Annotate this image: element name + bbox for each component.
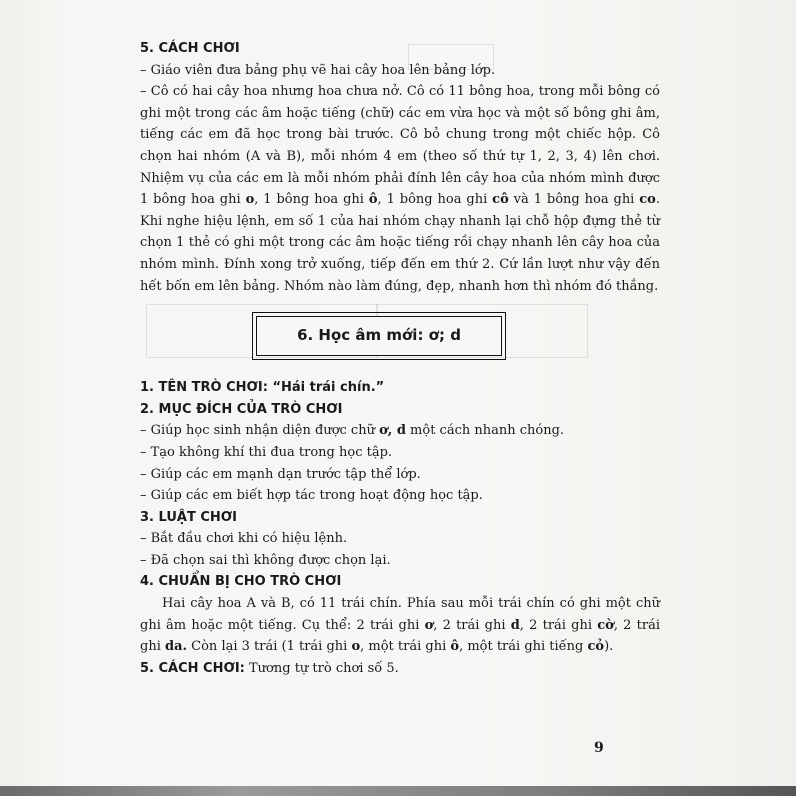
- how-to-play: 5. CÁCH CHƠI: Tương tự trò chơi số 5.: [140, 660, 399, 676]
- list-item: – Giúp các em biết hợp tác trong hoạt động học tập.: [140, 488, 483, 504]
- paragraph: – Cô có hai cây hoa nhưng hoa chưa nở. Cô có 11 bông hoa, trong mỗi bông có ghi một trong các âm hoặc tiếng (chữ) các em vừa học và một số bông ghi âm, tiếng các em đã học trong bài trước. Cô bỏ chung trong một chiếc hộp. Cô chọn hai nhóm (A và B), mỗi nhóm 4 em (theo số thứ tự 1, 2, 3, 4) lên chơi. Nhiệm vụ của các em là mỗi nhóm phải đính lên cây hoa của nhóm mình được 1 bông hoa ghi o, 1 bông hoa ghi ô, 1 bông hoa ghi cô và 1 bông hoa ghi co. Khi nghe hiệu lệnh, em số 1 của hai nhóm chạy nhanh lại chỗ hộp đựng thẻ từ chọn 1 thẻ có ghi một trong các âm hoặc tiếng rồi chạy nhanh lên cây hoa của nhóm mình. Đính xong trở xuống, tiếp đến em thứ 2. Cứ lần lượt như vậy đến hết bốn em lên bảng. Nhóm nào làm đúng, đẹp, nhanh hơn thì nhóm đó thắng.: [140, 84, 660, 294]
- list-item: – Giúp học sinh nhận diện được chữ ơ, d một cách nhanh chóng.: [140, 423, 565, 439]
- list-item: – Bắt đầu chơi khi có hiệu lệnh.: [140, 531, 348, 547]
- section-heading: 5. CÁCH CHƠI: [140, 41, 240, 56]
- page-content: [140, 38, 660, 679]
- scan-edge: [0, 786, 796, 796]
- lesson-title-area: [140, 297, 660, 377]
- list-item: – Tạo không khí thi đua trong học tập.: [140, 444, 393, 460]
- section-heading: 4. CHUẨN BỊ CHO TRÒ CHƠI: [140, 574, 342, 590]
- section-heading: 2. MỤC ĐÍCH CỦA TRÒ CHƠI: [140, 401, 343, 417]
- lesson-title: 6. Học âm mới: ơ; d: [256, 316, 502, 356]
- game-name: 1. TÊN TRÒ CHƠI: “Hái trái chín.”: [140, 380, 385, 396]
- page-number: 9: [594, 740, 604, 756]
- paragraph: Hai cây hoa A và B, có 11 trái chín. Phía sau mỗi trái chín có ghi một chữ ghi âm hoặc một tiếng. Cụ thể: 2 trái ghi ơ, 2 trái ghi d, 2 trái ghi cờ, 2 trái ghi da. Còn lại 3 trái (1 trái ghi o, một trái ghi ô, một trái ghi tiếng cỏ).: [140, 596, 660, 655]
- list-item: – Đã chọn sai thì không được chọn lại.: [140, 552, 391, 568]
- section-heading: 3. LUẬT CHƠI: [140, 509, 237, 525]
- list-item: – Giúp các em mạnh dạn trước tập thể lớp.: [140, 466, 421, 482]
- paragraph: – Giáo viên đưa bảng phụ vẽ hai cây hoa lên bảng lớp.: [140, 62, 496, 78]
